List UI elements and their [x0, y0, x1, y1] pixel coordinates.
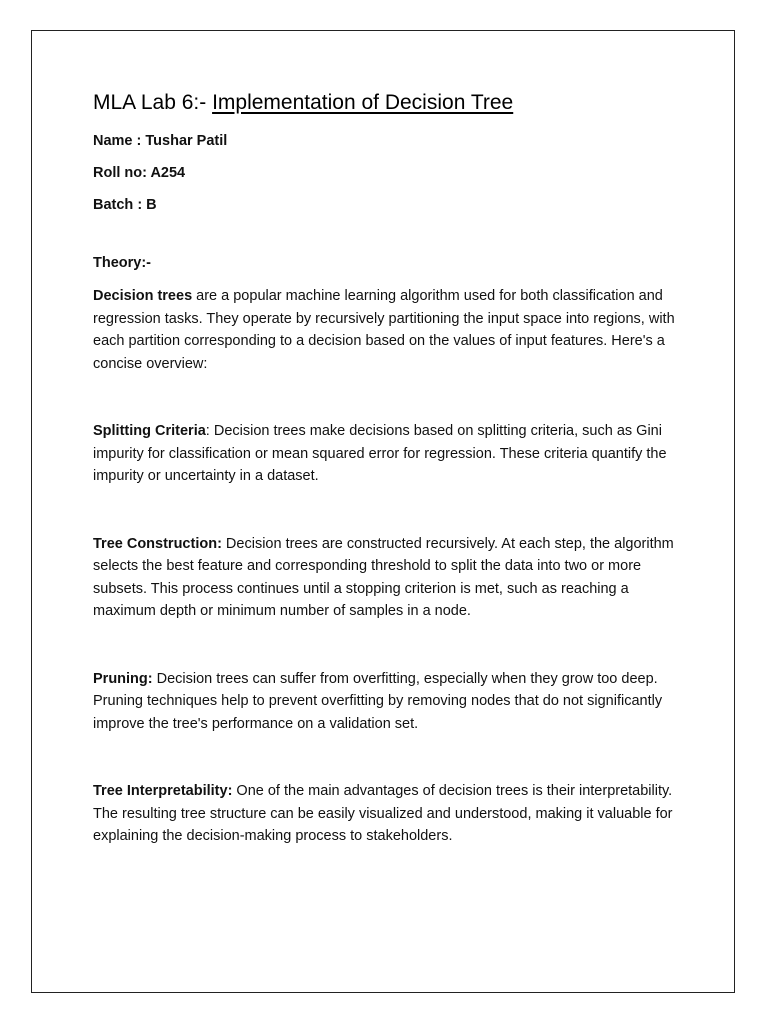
section-term: Tree Interpretability:	[93, 783, 233, 799]
section-text: : Decision trees make decisions based on splitting criteria, such as Gini impurity for classification or mean squared error for regression. These criteria quantify the impurity or uncertainty in a dataset.	[93, 423, 667, 484]
intro-paragraph	[93, 285, 678, 375]
section-term: Pruning:	[93, 670, 153, 687]
section-text: Decision trees are constructed recursively. At each step, the algorithm selects the best feature and corresponding threshold to split the data into two or more subsets. This process continues until a stopping criterion is met, such as reaching a maximum depth or minimum number of samples in a node.	[93, 535, 674, 619]
student-name: Name : Tushar Patil	[93, 133, 228, 149]
theory-heading: Theory:-	[93, 255, 151, 271]
batch: Batch : B	[93, 197, 157, 213]
spacer	[93, 623, 678, 668]
spacer	[93, 375, 678, 420]
intro-text: are a popular machine learning algorithm used for both classification and regression tasks. They operate by recursively partitioning the input space into regions, with each partition corresponding to a decision based on the values of input features. Here's a concise overview:	[93, 288, 675, 372]
document-body	[93, 88, 678, 848]
section-tree-construction	[93, 533, 678, 623]
spacer	[93, 488, 678, 533]
section-splitting-criteria	[93, 420, 678, 488]
section-tree-interpretability	[93, 780, 678, 848]
section-text: Decision trees can suffer from overfitting, especially when they grow too deep. Pruning techniques help to prevent overfitting by removing nodes that do not significantly improve the tree's performance on a validation set.	[93, 670, 663, 732]
spacer	[93, 735, 678, 780]
title-prefix: MLA Lab 6:-	[93, 91, 213, 114]
section-term: Splitting Criteria	[93, 423, 206, 439]
section-pruning	[93, 668, 678, 736]
roll-number: Roll no: A254	[93, 165, 186, 181]
title-main: Implementation of Decision Tree	[212, 91, 514, 114]
document-title	[93, 88, 678, 118]
section-term: Tree Construction:	[93, 535, 222, 552]
section-text: One of the main advantages of decision trees is their interpretability. The resulting tree structure can be easily visualized and understood, making it valuable for explaining the decision-making process to stakeholders.	[93, 783, 673, 844]
intro-term: Decision trees	[93, 288, 193, 304]
